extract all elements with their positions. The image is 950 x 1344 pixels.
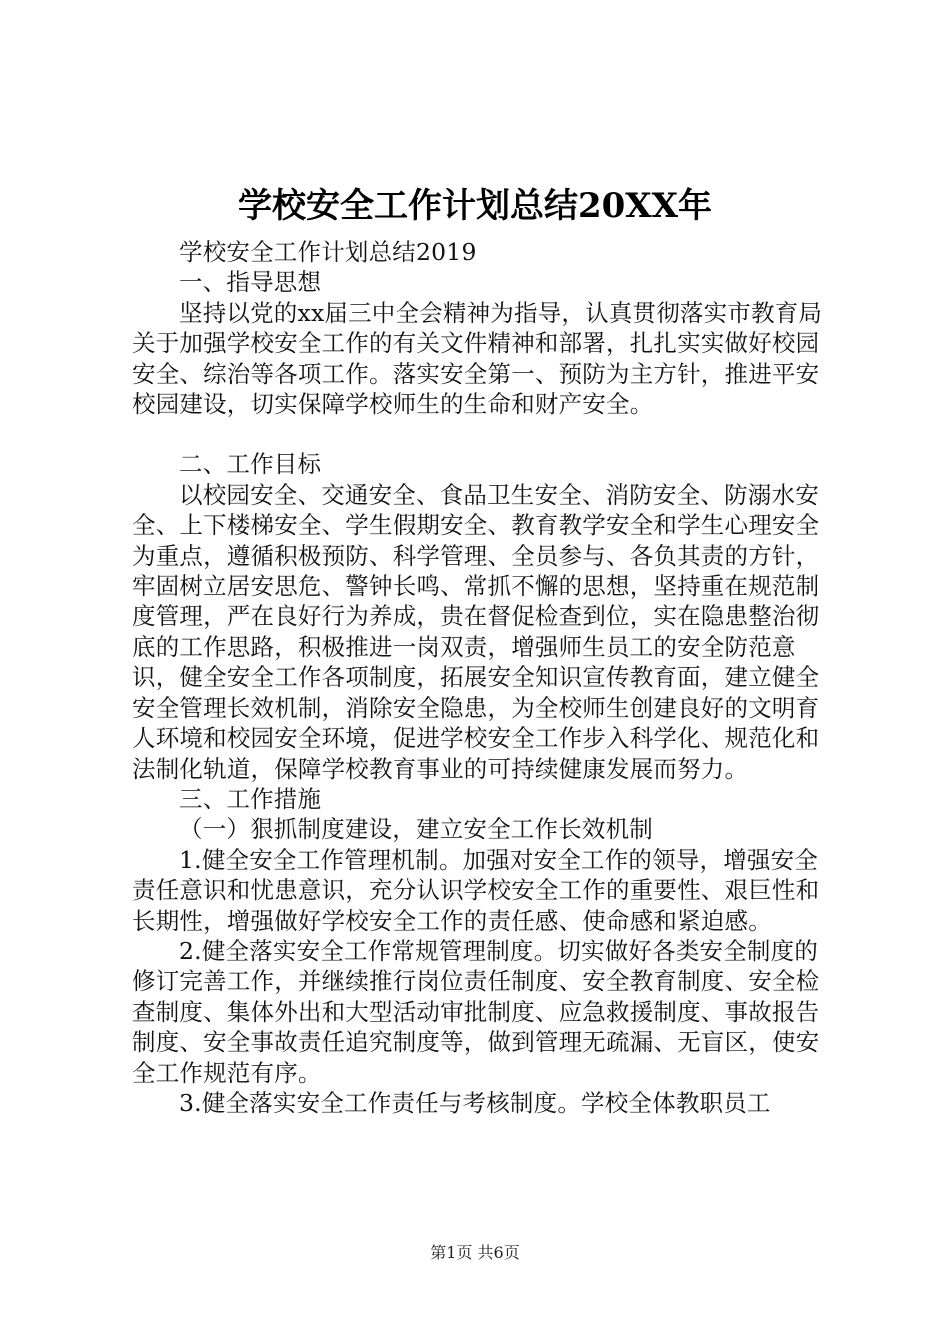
section-heading-work-measures: 三、工作措施 [179,784,322,813]
subsection-heading-system-building: （一）狠抓制度建设，建立安全工作长效机制 [179,815,653,844]
list-item-2: 2.健全落实安全工作常规管理制度。切实做好各类安全制度的修订完善工作，并继续推行岗位责任制度、安全教育制度、安全检查制度、集体外出和大型活动审批制度、应急救援制度、事故报告制度、安全事故责任追究制度等，做到管理无疏漏、无盲区，使安全工作规范有序。 [132,936,820,1087]
document-body [132,237,832,1118]
paragraph-spacer [132,419,832,449]
list-item-1: 1.健全安全工作管理机制。加强对安全工作的领导，增强安全责任意识和忧患意识，充分认识学校安全工作的重要性、艰巨性和长期性，增强做好学校安全工作的责任感、使命感和紧迫感。 [132,845,820,935]
paragraph-work-goals: 以校园安全、交通安全、食品卫生安全、消防安全、防溺水安全、上下楼梯安全、学生假期安全、教育教学安全和学生心理安全为重点，遵循积极预防、科学管理、全员参与、各负其责的方针，牢固树立居安思危、警钟长鸣、常抓不懈的思想，坚持重在规范制度管理，严在良好行为养成，贵在督促检查到位，实在隐患整治彻底的工作思路，积极推进一岗双责，增强师生员工的安全防范意识，健全安全工作各项制度，拓展安全知识宣传教育面，建立健全安全管理长效机制，消除安全隐患，为全校师生创建良好的文明育人环境和校园安全环境，促进学校安全工作步入科学化、规范化和法制化轨道，保障学校教育事业的可持续健康发展而努力。 [132,480,820,783]
section-heading-guiding-thought: 一、指导思想 [179,268,322,297]
document-title: 学校安全工作计划总结20XX年 [237,186,713,226]
paragraph-guiding-thought: 坚持以党的xx届三中全会精神为指导，认真贯彻落实市教育局关于加强学校安全工作的有关文件精神和部署，扎扎实实做好校园安全、综治等各项工作。落实安全第一、预防为主方针，推进平安校园建设，切实保障学校师生的生命和财产安全。 [132,298,823,419]
document-subtitle: 学校安全工作计划总结2019 [179,238,477,266]
list-item-3: 3.健全落实安全工作责任与考核制度。学校全体教职员工 [179,1088,771,1117]
section-heading-work-goals: 二、工作目标 [179,450,322,479]
page-footer: 第1页 共6页 [430,1243,520,1262]
